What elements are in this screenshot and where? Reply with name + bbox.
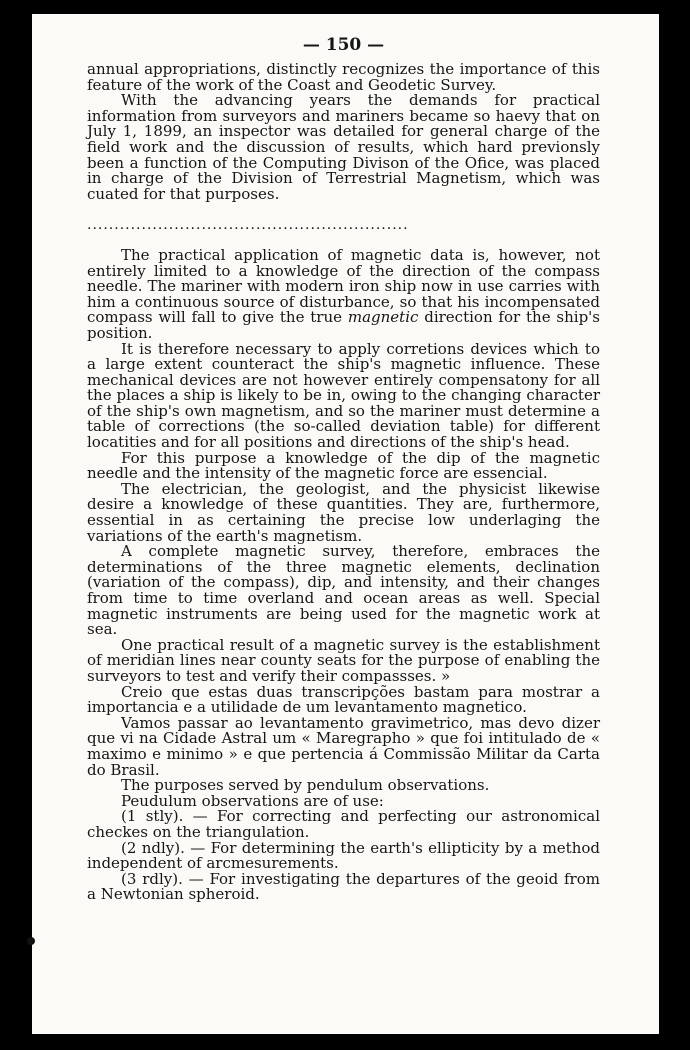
paragraph: Vamos passar ao levantamento gravimetrico, mas devo dizer que vi na Cidade Astral um « Maregrapho » que foi intitulado de « maximo e minimo » e que pertencia á Commissão Militar da Carta do Brasil. [87,713,600,779]
page-content [87,36,600,903]
paragraph-text: direction for the ship's position. [87,308,600,342]
ellipsis-separator: ........................................................... [87,218,409,234]
paragraph: The purposes served by pendulum observations. [121,776,490,795]
list-item: (2 ndly). — For determining the earth's ellipticity by a method independent of arcmesurements. [87,838,600,873]
paragraph: A complete magnetic survey, therefore, embraces the determinations of the three magnetic elements, declination (variation of the compass), dip, and intensity, and their changes from time to time overland and ocean areas as well. Special magnetic instruments are being used for the magnetic work at sea. [87,542,600,639]
document-page [32,14,659,1034]
paragraph-text: The practical application of magnetic data is, however, not entirely limited to a knowledge of the direction of the compass needle. The mariner with modern iron ship now in use carries with him a continuous source of disturbance, so that his incompensated compass will fall to give the true [87,245,600,327]
paragraph: One practical result of a magnetic survey is the establishment of meridian lines near county seats for the purpose of enabling the surveyors to test and verify their compassses. » [87,635,600,685]
paragraph: annual appropriations, distinctly recognizes the importance of this feature of the work of the Coast and Geodetic Survey. [87,60,600,94]
paragraph: The electrician, the geologist, and the physicist likewise desire a knowledge of these quantities. They are, furthermore, essential in as certaining the precise low underlaging the variations of the earth's magnetism. [87,479,600,545]
ink-dot-mark [27,937,35,945]
paragraph: It is therefore necessary to apply corretions devices which to a large extent counteract the ship's magnetic influence. These mechanical devices are not however entirely compensatony for all the places a ship is likely to be in, owing to the changing character of the ship's own magnetism, and so the mariner must determine a table of corrections (the so-called deviation table) for different locatities and for all positions and directions of the ship's head. [87,339,600,452]
paragraph [87,245,600,342]
paragraph: Creio que estas duas transcripções bastam para mostrar a importancia e a utilidade de um levantamento magnetico. [87,682,600,717]
paragraph: Peudulum observations are of use: [121,791,384,810]
page-number: — 150 — [302,35,385,55]
list-item: (1 stly). — For correcting and perfecting our astronomical checkes on the triangulation. [87,807,600,841]
emphasis-text: magnetic [347,308,419,327]
paragraph: With the advancing years the demands for practical information from surveyors and mariners became so haevy that on July 1, 1899, an inspector was detailed for general charge of the field work and the discussion of results, which hard previonsly been a function of the Computing Divison of the Ofice, was placed in charge of the Division of Terrestrial Magnetism, which was cuated for that purposes. [87,91,600,203]
paragraph: For this purpose a knowledge of the dip of the magnetic needle and the intensity of the magnetic force are essencial. [87,448,600,483]
list-item: (3 rdly). — For investigating the departures of the geoid from a Newtonian spheroid. [87,869,600,904]
